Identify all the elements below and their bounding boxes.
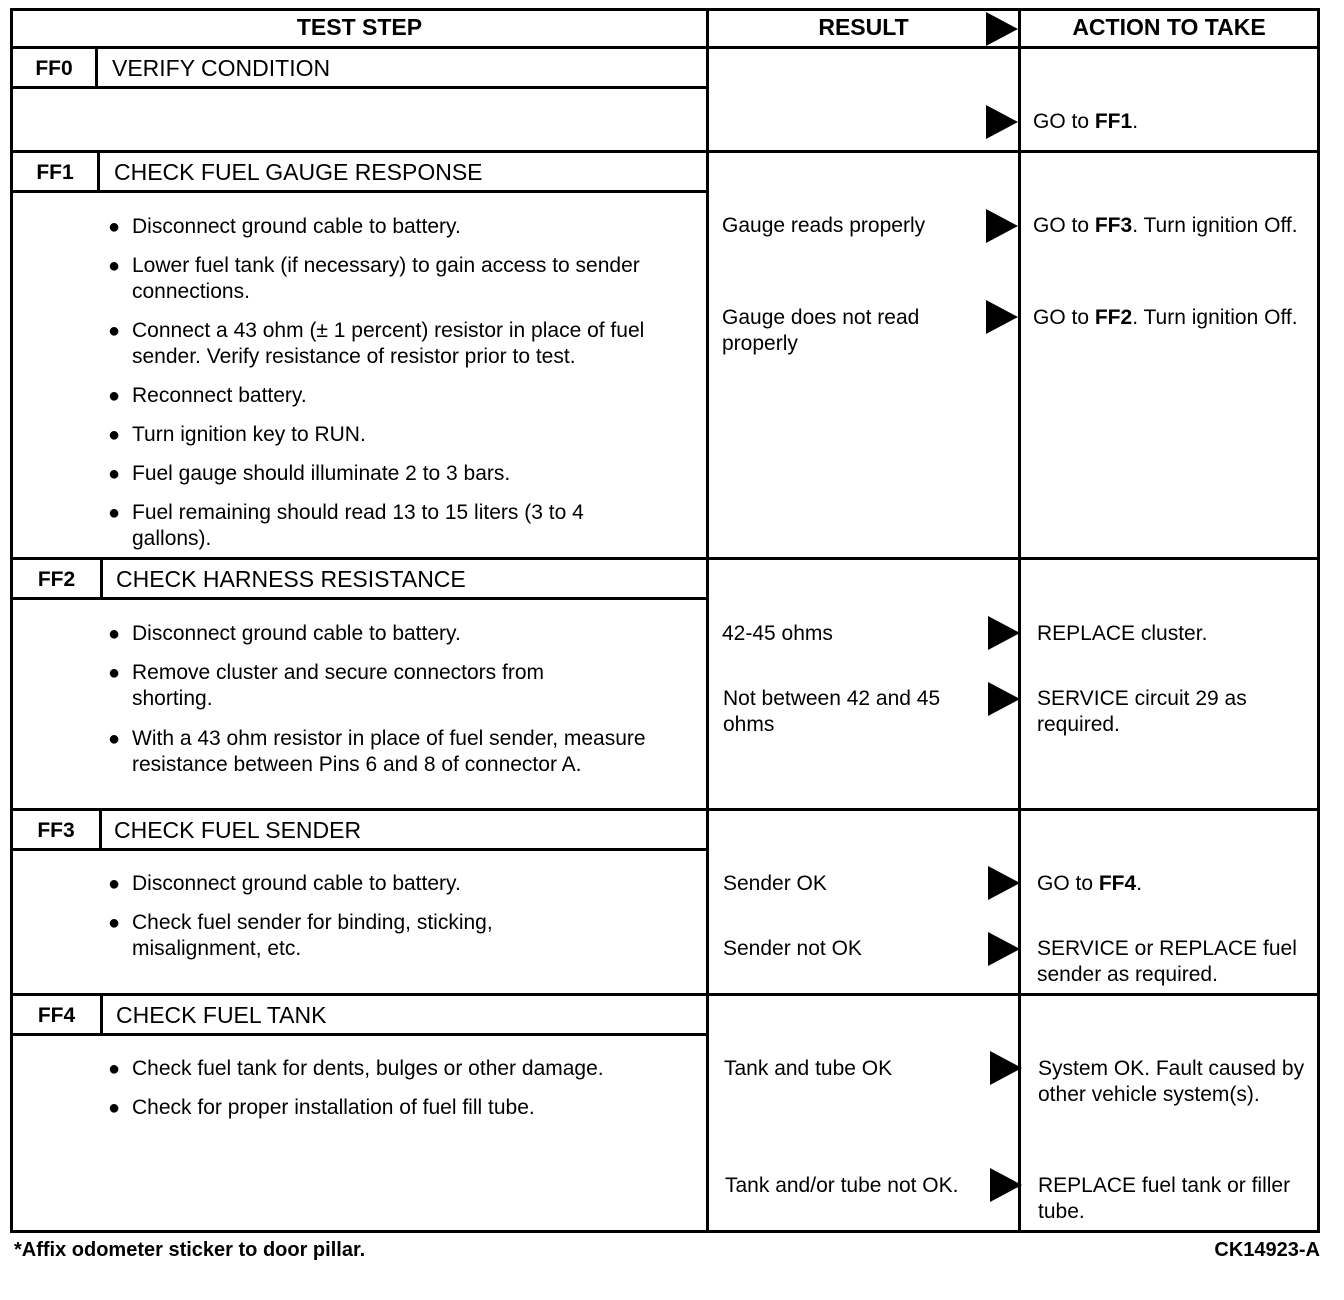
ff4-arrow-1-icon [990, 1051, 1022, 1085]
step-code-ff3: FF3 [37, 819, 75, 842]
ff2-bullet-2: ● Remove cluster and secure connectors from shorting. [108, 661, 545, 710]
ff1-code-divider [97, 150, 100, 192]
ff3-result-1: Sender OK [723, 872, 827, 895]
step-title-ff1: CHECK FUEL GAUGE RESPONSE [114, 159, 483, 185]
ff1-bullet-1: ● Disconnect ground cable to battery. [108, 215, 461, 238]
ff2-arrow-1-icon [988, 616, 1020, 650]
ff1-title-rule [10, 190, 709, 193]
header-arrow-icon [986, 12, 1018, 46]
ff2-bullet-3: ● With a 43 ohm resistor in place of fuel sender, measure resistance between Pins 6 and 8 of connector A. [108, 727, 646, 776]
ff1-bullet-6: ● Fuel gauge should illuminate 2 to 3 bars. [108, 462, 511, 485]
ff2-title-rule [10, 597, 709, 600]
table-border-right [1317, 8, 1320, 1233]
ff1-arrow-2-icon [986, 300, 1018, 334]
ff2-arrow-2-icon [988, 682, 1020, 716]
ff4-code-divider [100, 993, 103, 1035]
ff1-bullet-3: ● Connect a 43 ohm (± 1 percent) resistor in place of fuel sender. Verify resistance of resistor prior to test. [108, 319, 645, 368]
step-title-ff2: CHECK HARNESS RESISTANCE [116, 566, 466, 592]
table-border-top [10, 8, 1320, 11]
footnote: *Affix odometer sticker to door pillar. [14, 1239, 366, 1261]
ff1-action-1: GO to FF3. Turn ignition Off. [1033, 214, 1298, 237]
ff1-result-1: Gauge reads properly [722, 214, 926, 237]
ff2-top-rule [10, 557, 1320, 560]
ff4-action-1: System OK. Fault caused by other vehicle system(s). [1038, 1057, 1305, 1106]
ff1-bullet-7: ● Fuel remaining should read 13 to 15 liters (3 to 4 gallons). [108, 501, 584, 550]
ff3-title-rule [10, 848, 709, 851]
ff1-bullet-5: ● Turn ignition key to RUN. [108, 423, 366, 446]
ff3-action-1: GO to FF4. [1037, 872, 1143, 895]
ff4-arrow-2-icon [990, 1168, 1022, 1202]
ff4-title-rule [10, 1033, 709, 1036]
ff1-action-2: GO to FF2. Turn ignition Off. [1033, 306, 1298, 329]
step-code-ff2: FF2 [37, 568, 76, 591]
figure-id: CK14923-A [1214, 1239, 1320, 1261]
ff1-result-2: Gauge does not read properly [722, 306, 920, 355]
header-action: ACTION TO TAKE [1072, 14, 1266, 40]
ff3-bullet-2: ● Check fuel sender for binding, sticking, misalignment, etc. [108, 911, 493, 960]
ff3-bullet-1: ● Disconnect ground cable to battery. [108, 872, 461, 895]
ff3-arrow-2-icon [988, 932, 1020, 966]
ff4-bullet-1: ● Check fuel tank for dents, bulges or other damage. [108, 1057, 604, 1080]
ff4-result-2: Tank and/or tube not OK. [725, 1174, 959, 1197]
ff4-result-1: Tank and tube OK [724, 1057, 893, 1080]
ff4-top-rule [10, 993, 1320, 996]
header-rule [10, 46, 1320, 49]
ff3-top-rule [10, 808, 1320, 811]
ff1-bullet-2: ● Lower fuel tank (if necessary) to gain access to sender connections. [108, 254, 640, 303]
header-test-step: TEST STEP [296, 14, 423, 40]
ff3-arrow-1-icon [988, 866, 1020, 900]
ff1-arrow-1-icon [986, 209, 1018, 243]
ff0-action: GO to FF1. [1033, 110, 1139, 133]
step-title-ff4: CHECK FUEL TANK [116, 1002, 327, 1028]
ff0-arrow-icon [986, 105, 1018, 139]
step-code-ff4: FF4 [37, 1004, 76, 1027]
ff0-code-divider [95, 46, 98, 88]
table-border-bottom [10, 1230, 1320, 1233]
header-result: RESULT [818, 14, 909, 40]
step-code-ff1: FF1 [36, 161, 74, 184]
ff4-action-2: REPLACE fuel tank or filler tube. [1038, 1174, 1291, 1223]
ff4-bullet-2: ● Check for proper installation of fuel fill tube. [108, 1096, 535, 1119]
step-title-ff0: VERIFY CONDITION [112, 55, 331, 81]
ff2-action-1: REPLACE cluster. [1037, 622, 1208, 645]
ff1-top-rule [10, 150, 1320, 153]
step-code-ff0: FF0 [35, 57, 73, 80]
ff3-code-divider [99, 808, 102, 850]
ff2-action-2: SERVICE circuit 29 as required. [1037, 687, 1247, 736]
ff3-result-2: Sender not OK [723, 937, 862, 960]
ff2-bullet-1: ● Disconnect ground cable to battery. [108, 622, 461, 645]
ff2-code-divider [100, 557, 103, 599]
ff3-action-2: SERVICE or REPLACE fuel sender as required. [1037, 937, 1297, 986]
step-title-ff3: CHECK FUEL SENDER [114, 817, 362, 843]
ff2-result-1: 42-45 ohms [722, 622, 833, 645]
ff0-title-rule [10, 86, 709, 89]
ff2-result-2: Not between 42 and 45 ohms [723, 687, 941, 736]
ff1-bullet-4: ● Reconnect battery. [108, 384, 307, 407]
